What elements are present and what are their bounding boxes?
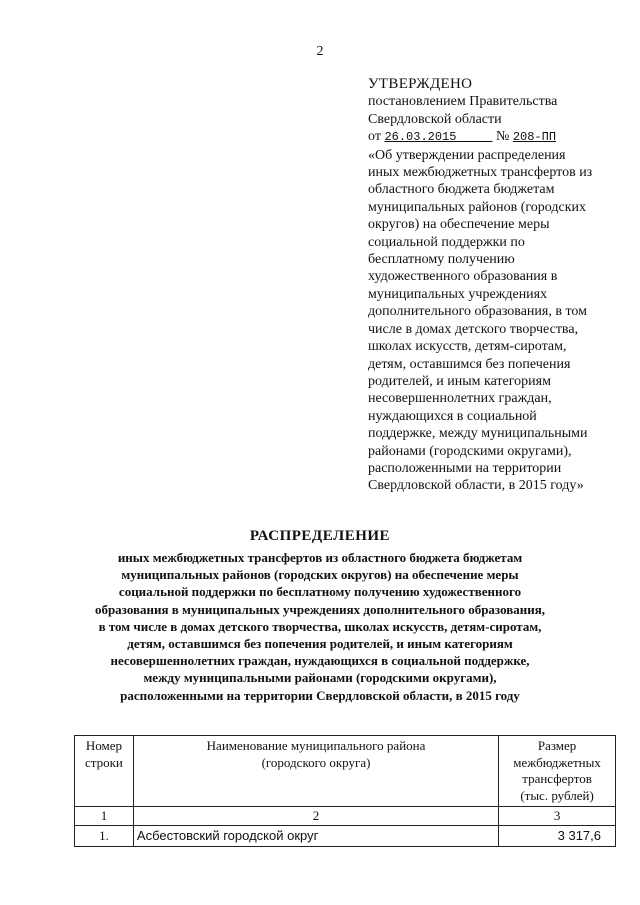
subtitle-line: социальной поддержки по бесплатному получению художественного [118, 584, 522, 600]
column-number-row [75, 807, 616, 826]
approval-subject-line: детям, оставшимся без попечения [368, 356, 571, 372]
approval-subject-line: расположенными на территории [368, 460, 562, 476]
subtitle-line: муниципальных районов (городских округов) на обеспечение меры [121, 567, 519, 583]
header-text: Размер [537, 738, 577, 753]
distribution-table [74, 735, 616, 847]
column-number: 1 [75, 807, 134, 826]
header-text: (городского округа) [261, 754, 371, 770]
header-text: (тыс. рублей) [520, 787, 594, 803]
approval-subject-line: областного бюджета бюджетам [368, 182, 555, 198]
approval-block [368, 76, 618, 495]
subtitle-line: образования в муниципальных учреждениях дополнительного образования, [94, 601, 546, 617]
column-number: 2 [133, 807, 498, 826]
approval-issuer-line-1: постановлением Правительства [368, 94, 558, 110]
subtitle-line: иных межбюджетных трансфертов из областного бюджета бюджетам [117, 550, 523, 565]
table-row [75, 826, 616, 847]
approval-subject-line: иных межбюджетных трансфертов из [368, 165, 593, 181]
approval-subject-line: художественного образования в [368, 269, 558, 285]
column-number: 3 [499, 807, 616, 826]
approval-subject-line: районами (городскими округами), [368, 443, 572, 459]
decree-number: 208-ПП [512, 130, 557, 145]
approval-subject-line: школах искусств, детям-сиротам, [368, 339, 567, 355]
subtitle-line: детям, оставшимся без попечения родителей, и иным категориям [127, 636, 513, 652]
document-title: РАСПРЕДЕЛЕНИЕ [249, 528, 391, 544]
number-label: № [495, 129, 510, 145]
document-subtitle [78, 549, 562, 704]
subtitle-line: несовершеннолетних граждан, нуждающихся в социальной поддержке, [110, 653, 530, 669]
approval-subject-line: бесплатному получению [368, 252, 515, 268]
header-text: межбюджетных [513, 754, 601, 770]
approval-subject-line: числе в домах детского творчества, [368, 321, 579, 337]
approval-subject-line: дополнительного образования, в том [368, 304, 587, 320]
header-municipality-name [133, 736, 498, 807]
municipality-name: Асбестовский городской округ [133, 826, 498, 847]
approval-subject-line: родителей, и иным категориям [368, 373, 551, 389]
row-number: 1. [75, 826, 134, 847]
from-label: от [368, 129, 381, 145]
approval-subject-line: «Об утверждении распределения [368, 147, 566, 163]
subtitle-line: расположенными на территории Свердловской области, в 2015 году [120, 687, 520, 703]
decree-date: 26.03.2015 [384, 130, 457, 145]
approval-subject-line: поддержке, между муниципальными [368, 426, 588, 442]
header-row-number [75, 736, 134, 807]
table-header-row [75, 736, 616, 807]
header-text: Наименование муниципального района [206, 738, 426, 753]
approval-subject-line: нуждающихся в социальной [368, 408, 537, 424]
subtitle-line: между муниципальными районами (городскими округами), [143, 670, 497, 686]
approval-date-number-line [368, 128, 618, 146]
approval-subject-line: округов) на обеспечение меры [368, 217, 550, 233]
transfer-amount: 3 317,6 [499, 826, 616, 847]
approval-subject-line: социальной поддержки по [368, 234, 525, 250]
header-transfer-amount [499, 736, 616, 807]
approval-issuer-line-2: Свердловской области [368, 111, 502, 127]
header-text: Номер [85, 738, 123, 753]
subtitle-line: в том числе в домах детского творчества, школах искусств, детям-сиротам, [98, 618, 542, 634]
page-number: 2 [316, 44, 324, 59]
header-text: трансфертов [522, 771, 592, 786]
approval-subject-line: Свердловской области, в 2015 году» [368, 478, 584, 494]
approval-subject-line: муниципальных районов (городских [368, 199, 587, 215]
approval-subject-line: несовершеннолетних граждан, [368, 391, 552, 407]
approval-subject-line: муниципальных учреждениях [368, 286, 548, 302]
header-text: строки [85, 754, 123, 770]
approval-heading: УТВЕРЖДЕНО [368, 76, 473, 92]
